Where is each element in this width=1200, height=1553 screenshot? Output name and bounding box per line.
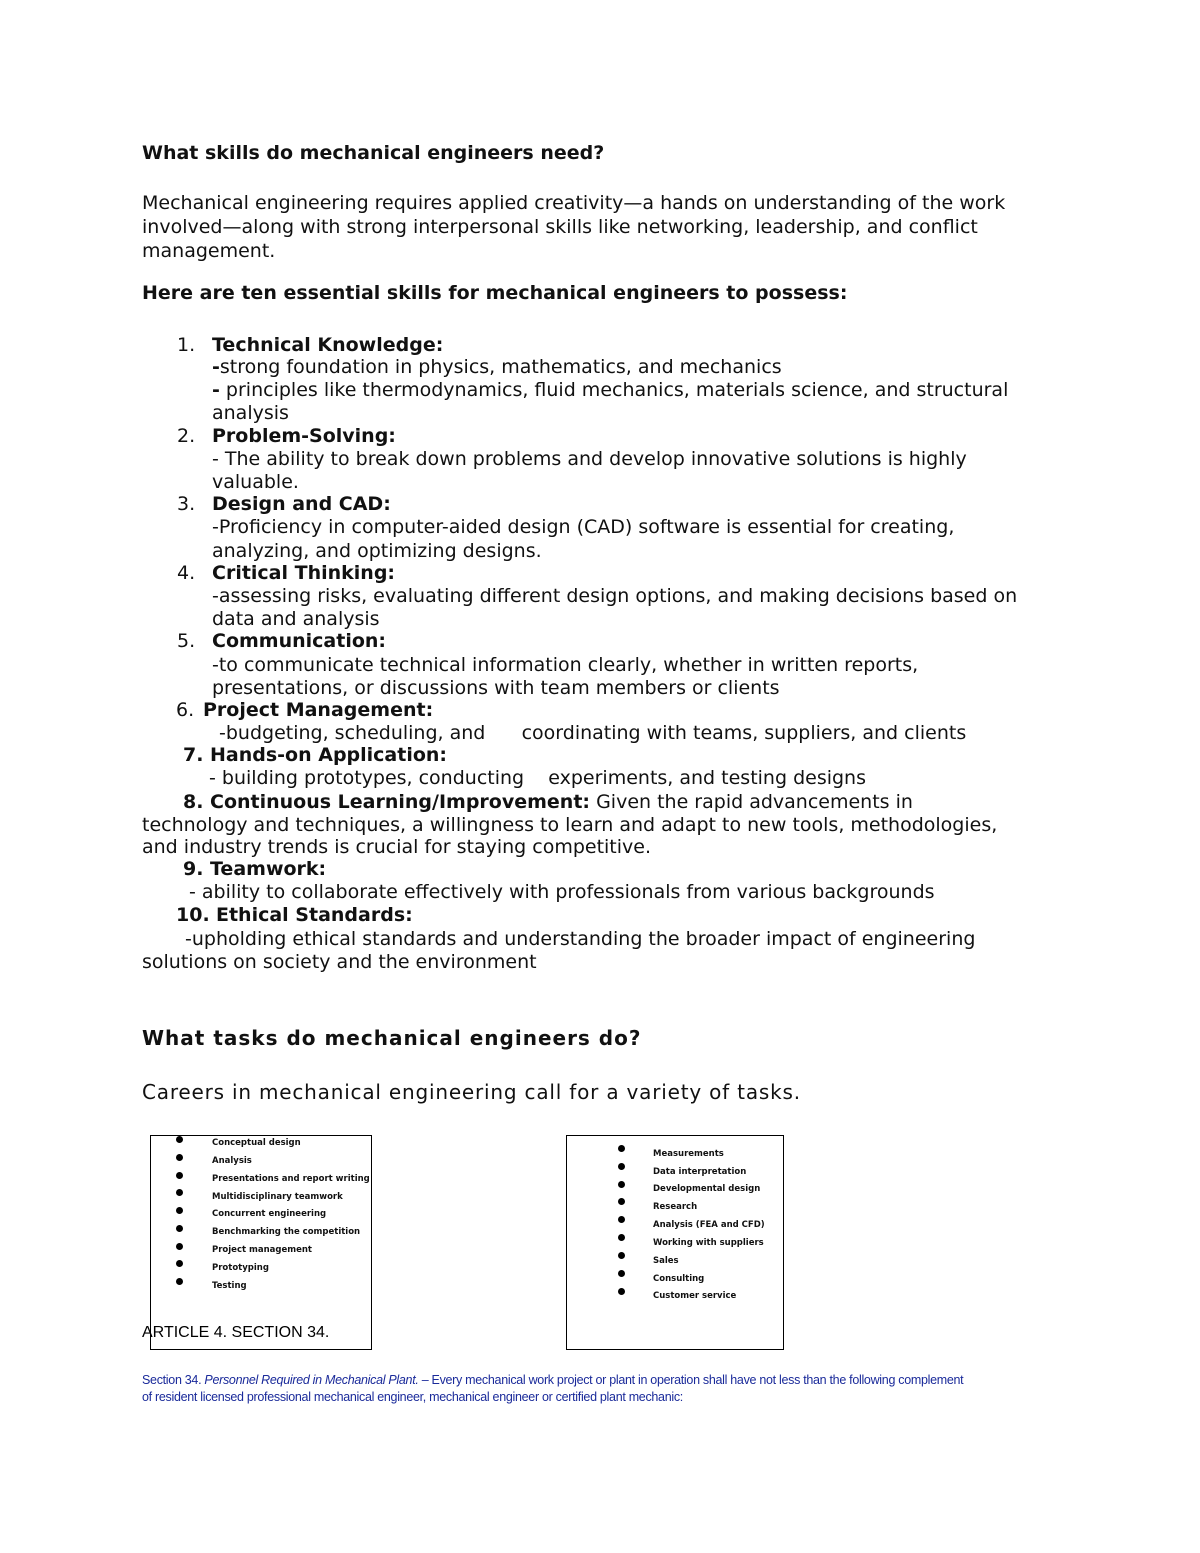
skill-detail: analyzing, and optimizing designs.: [212, 540, 542, 562]
task-item: Research: [653, 1202, 698, 1212]
skill-detail: -upholding ethical standards and understanding the broader impact of engineering: [185, 928, 976, 950]
skill-title: Critical Thinking:: [212, 562, 396, 584]
bullet-dot: [176, 1207, 183, 1214]
skill-detail: -to communicate technical information clearly, whether in written reports,: [212, 654, 919, 676]
task-item: Developmental design: [653, 1184, 761, 1194]
bullet-dot: [618, 1198, 625, 1205]
tasks-intro: Careers in mechanical engineering call for a variety of tasks.: [142, 1080, 801, 1104]
skill-number: 10.: [176, 904, 210, 926]
skill-number: 5.: [177, 630, 196, 652]
skill-title: Technical Knowledge:: [212, 334, 444, 356]
skill-detail: technology and techniques, a willingness to learn and adapt to new tools, methodologies,: [142, 814, 998, 836]
task-item: Conceptual design: [212, 1138, 301, 1148]
bullet-dot: [618, 1288, 625, 1295]
skills-heading: Here are ten essential skills for mechanical engineers to possess:: [142, 282, 848, 304]
skill-detail: analysis: [212, 402, 289, 424]
skill-number: 4.: [177, 562, 196, 584]
bullet-dot: [618, 1252, 625, 1259]
intro-line: involved—along with strong interpersonal skills like networking, leadership, and conflict: [142, 216, 978, 238]
bullet-dot: [618, 1145, 625, 1152]
skill-number: 6.: [176, 699, 195, 721]
tasks-box-left: [150, 1135, 372, 1350]
skill-detail: solutions on society and the environment: [142, 951, 537, 973]
skill-detail: valuable.: [212, 471, 299, 493]
task-item: Data interpretation: [653, 1167, 747, 1177]
task-item: Measurements: [653, 1149, 724, 1159]
skill-detail: -assessing risks, evaluating different design options, and making decisions based on: [212, 585, 1018, 607]
skill-title: Teamwork:: [210, 858, 327, 880]
bullet-dot: [176, 1225, 183, 1232]
skill-number: 2.: [177, 425, 196, 447]
skill-title: Communication:: [212, 630, 387, 652]
bullet-dot: [176, 1189, 183, 1196]
bullet-dot: [618, 1216, 625, 1223]
bullet-dot: [176, 1260, 183, 1267]
bullet-dot: [176, 1278, 183, 1285]
task-item: Benchmarking the competition: [212, 1227, 361, 1237]
task-item: Analysis (FEA and CFD): [653, 1220, 765, 1230]
bullet-dot: [618, 1163, 625, 1170]
skill-title: Ethical Standards:: [216, 904, 413, 926]
skill-detail: - The ability to break down problems and develop innovative solutions is highly: [212, 448, 967, 470]
skill-detail: and industry trends is crucial for staying competitive.: [142, 836, 652, 858]
page-heading: What skills do mechanical engineers need?: [142, 142, 605, 164]
tasks-heading: What tasks do mechanical engineers do?: [142, 1026, 642, 1050]
skill-title: Continuous Learning/Improvement: Given the rapid advancements in: [210, 791, 913, 813]
task-item: Testing: [212, 1281, 247, 1291]
task-item: Sales: [653, 1256, 679, 1266]
task-item: Multidisciplinary teamwork: [212, 1192, 343, 1202]
skill-detail: - principles like thermodynamics, fluid mechanics, materials science, and structural: [212, 379, 1009, 401]
skill-number: 3.: [177, 493, 196, 515]
skill-detail: presentations, or discussions with team members or clients: [212, 677, 780, 699]
skill-detail: -Proficiency in computer-aided design (CAD) software is essential for creating,: [212, 516, 955, 538]
skill-title: Problem-Solving:: [212, 425, 396, 447]
skill-number: 1.: [177, 334, 196, 356]
skill-detail: -strong foundation in physics, mathematics, and mechanics: [212, 356, 782, 378]
bullet-dot: [176, 1154, 183, 1161]
bullet-dot: [176, 1243, 183, 1250]
bullet-dot: [618, 1181, 625, 1188]
skill-number: 8.: [183, 791, 204, 813]
bullet-dot: [176, 1136, 183, 1143]
skill-title: Hands-on Application:: [210, 744, 448, 766]
skill-title: Design and CAD:: [212, 493, 391, 515]
skill-detail: - building prototypes, conducting experiments, and testing designs: [209, 767, 866, 789]
task-item: Analysis: [212, 1156, 252, 1166]
task-item: Customer service: [653, 1291, 737, 1301]
task-item: Consulting: [653, 1274, 705, 1284]
bullet-dot: [176, 1172, 183, 1179]
article-label: ARTICLE 4. SECTION 34.: [142, 1324, 330, 1341]
task-item: Project management: [212, 1245, 312, 1255]
section-34-text: of resident licensed professional mechanical engineer, mechanical engineer or certified plant mechanic:: [142, 1390, 683, 1404]
bullet-dot: [618, 1234, 625, 1241]
section-34-text: Section 34. Personnel Required in Mechanical Plant. – Every mechanical work project or plant in operation shall have not less than the following complement: [142, 1373, 964, 1387]
intro-line: Mechanical engineering requires applied creativity—a hands on understanding of the work: [142, 192, 1006, 214]
task-item: Working with suppliers: [653, 1238, 764, 1248]
task-item: Prototyping: [212, 1263, 269, 1273]
skill-number: 9.: [183, 858, 204, 880]
skill-title: Project Management:: [203, 699, 434, 721]
skill-detail: - ability to collaborate effectively with professionals from various backgrounds: [189, 881, 935, 903]
skill-detail: data and analysis: [212, 608, 380, 630]
task-item: Concurrent engineering: [212, 1209, 327, 1219]
bullet-dot: [618, 1270, 625, 1277]
intro-line: management.: [142, 240, 276, 262]
skill-detail: -budgeting, scheduling, and coordinating with teams, suppliers, and clients: [219, 722, 967, 744]
skill-number: 7.: [183, 744, 204, 766]
task-item: Presentations and report writing: [212, 1174, 370, 1184]
